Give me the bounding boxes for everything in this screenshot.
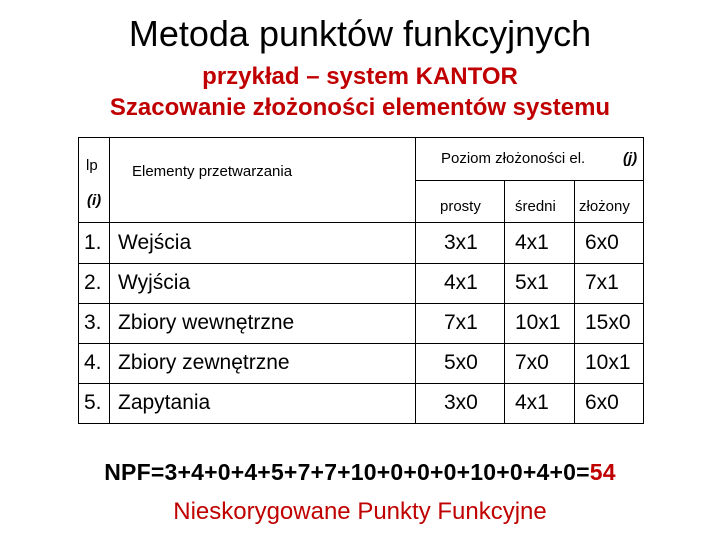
row-value-complex: 15x0	[585, 311, 631, 334]
row-value-medium: 4x1	[515, 391, 549, 414]
row-divider	[78, 383, 644, 384]
header-level-complex: złożony	[579, 198, 630, 215]
row-value-complex: 6x0	[585, 391, 619, 414]
header-j-index: (j)	[623, 150, 638, 167]
page-title: Metoda punktów funkcyjnych	[128, 13, 592, 54]
table-border-left	[78, 137, 79, 424]
table-border-right	[643, 137, 644, 424]
header-level-medium: średni	[515, 198, 556, 215]
row-value-complex: 7x1	[585, 271, 619, 294]
column-divider	[574, 180, 575, 424]
row-element-name: Wyjścia	[118, 271, 191, 294]
row-element-name: Zbiory wewnętrzne	[118, 311, 295, 334]
row-value-medium: 7x0	[515, 351, 549, 374]
table-border-top	[78, 137, 644, 138]
row-value-medium: 5x1	[515, 271, 549, 294]
row-value-simple: 5x0	[444, 351, 478, 374]
row-element-name: Zapytania	[118, 391, 211, 414]
row-divider	[78, 343, 644, 344]
header-lp: lp	[86, 157, 98, 174]
row-divider	[78, 303, 644, 304]
row-element-name: Wejścia	[118, 231, 192, 254]
row-value-medium: 10x1	[515, 311, 561, 334]
footer-caption: Nieskorygowane Punkty Funkcyjne	[173, 498, 547, 525]
table-border-bottom	[78, 423, 644, 424]
subtitle-example: przykład – system KANTOR	[202, 63, 518, 90]
row-number: 5.	[84, 391, 102, 414]
row-number: 1.	[84, 231, 102, 254]
row-element-name: Zbiory zewnętrzne	[118, 351, 290, 374]
row-value-simple: 3x0	[444, 391, 478, 414]
row-value-simple: 7x1	[444, 311, 478, 334]
column-divider	[109, 137, 110, 424]
header-level-simple: prosty	[440, 198, 481, 215]
complexity-table	[78, 137, 644, 424]
npf-result: 54	[589, 459, 616, 485]
header-elements: Elementy przetwarzania	[132, 163, 293, 180]
row-value-simple: 3x1	[444, 231, 478, 254]
header-divider	[415, 180, 644, 181]
row-value-simple: 4x1	[444, 271, 478, 294]
npf-formula: NPF=3+4+0+4+5+7+7+10+0+0+0+10+0+4+0=	[104, 459, 590, 485]
header-complexity-level: Poziom złożoności el.	[441, 150, 586, 167]
row-value-medium: 4x1	[515, 231, 549, 254]
row-number: 4.	[84, 351, 102, 374]
row-value-complex: 6x0	[585, 231, 619, 254]
row-number: 3.	[84, 311, 102, 334]
subtitle-estimation: Szacowanie złożoności elementów systemu	[109, 94, 611, 121]
column-divider	[504, 180, 505, 424]
header-i-index: (i)	[87, 192, 102, 209]
column-divider	[415, 137, 416, 424]
header-bottom-border	[78, 222, 644, 223]
row-value-complex: 10x1	[585, 351, 631, 374]
row-divider	[78, 263, 644, 264]
npf-formula-line	[0, 457, 720, 487]
row-number: 2.	[84, 271, 102, 294]
